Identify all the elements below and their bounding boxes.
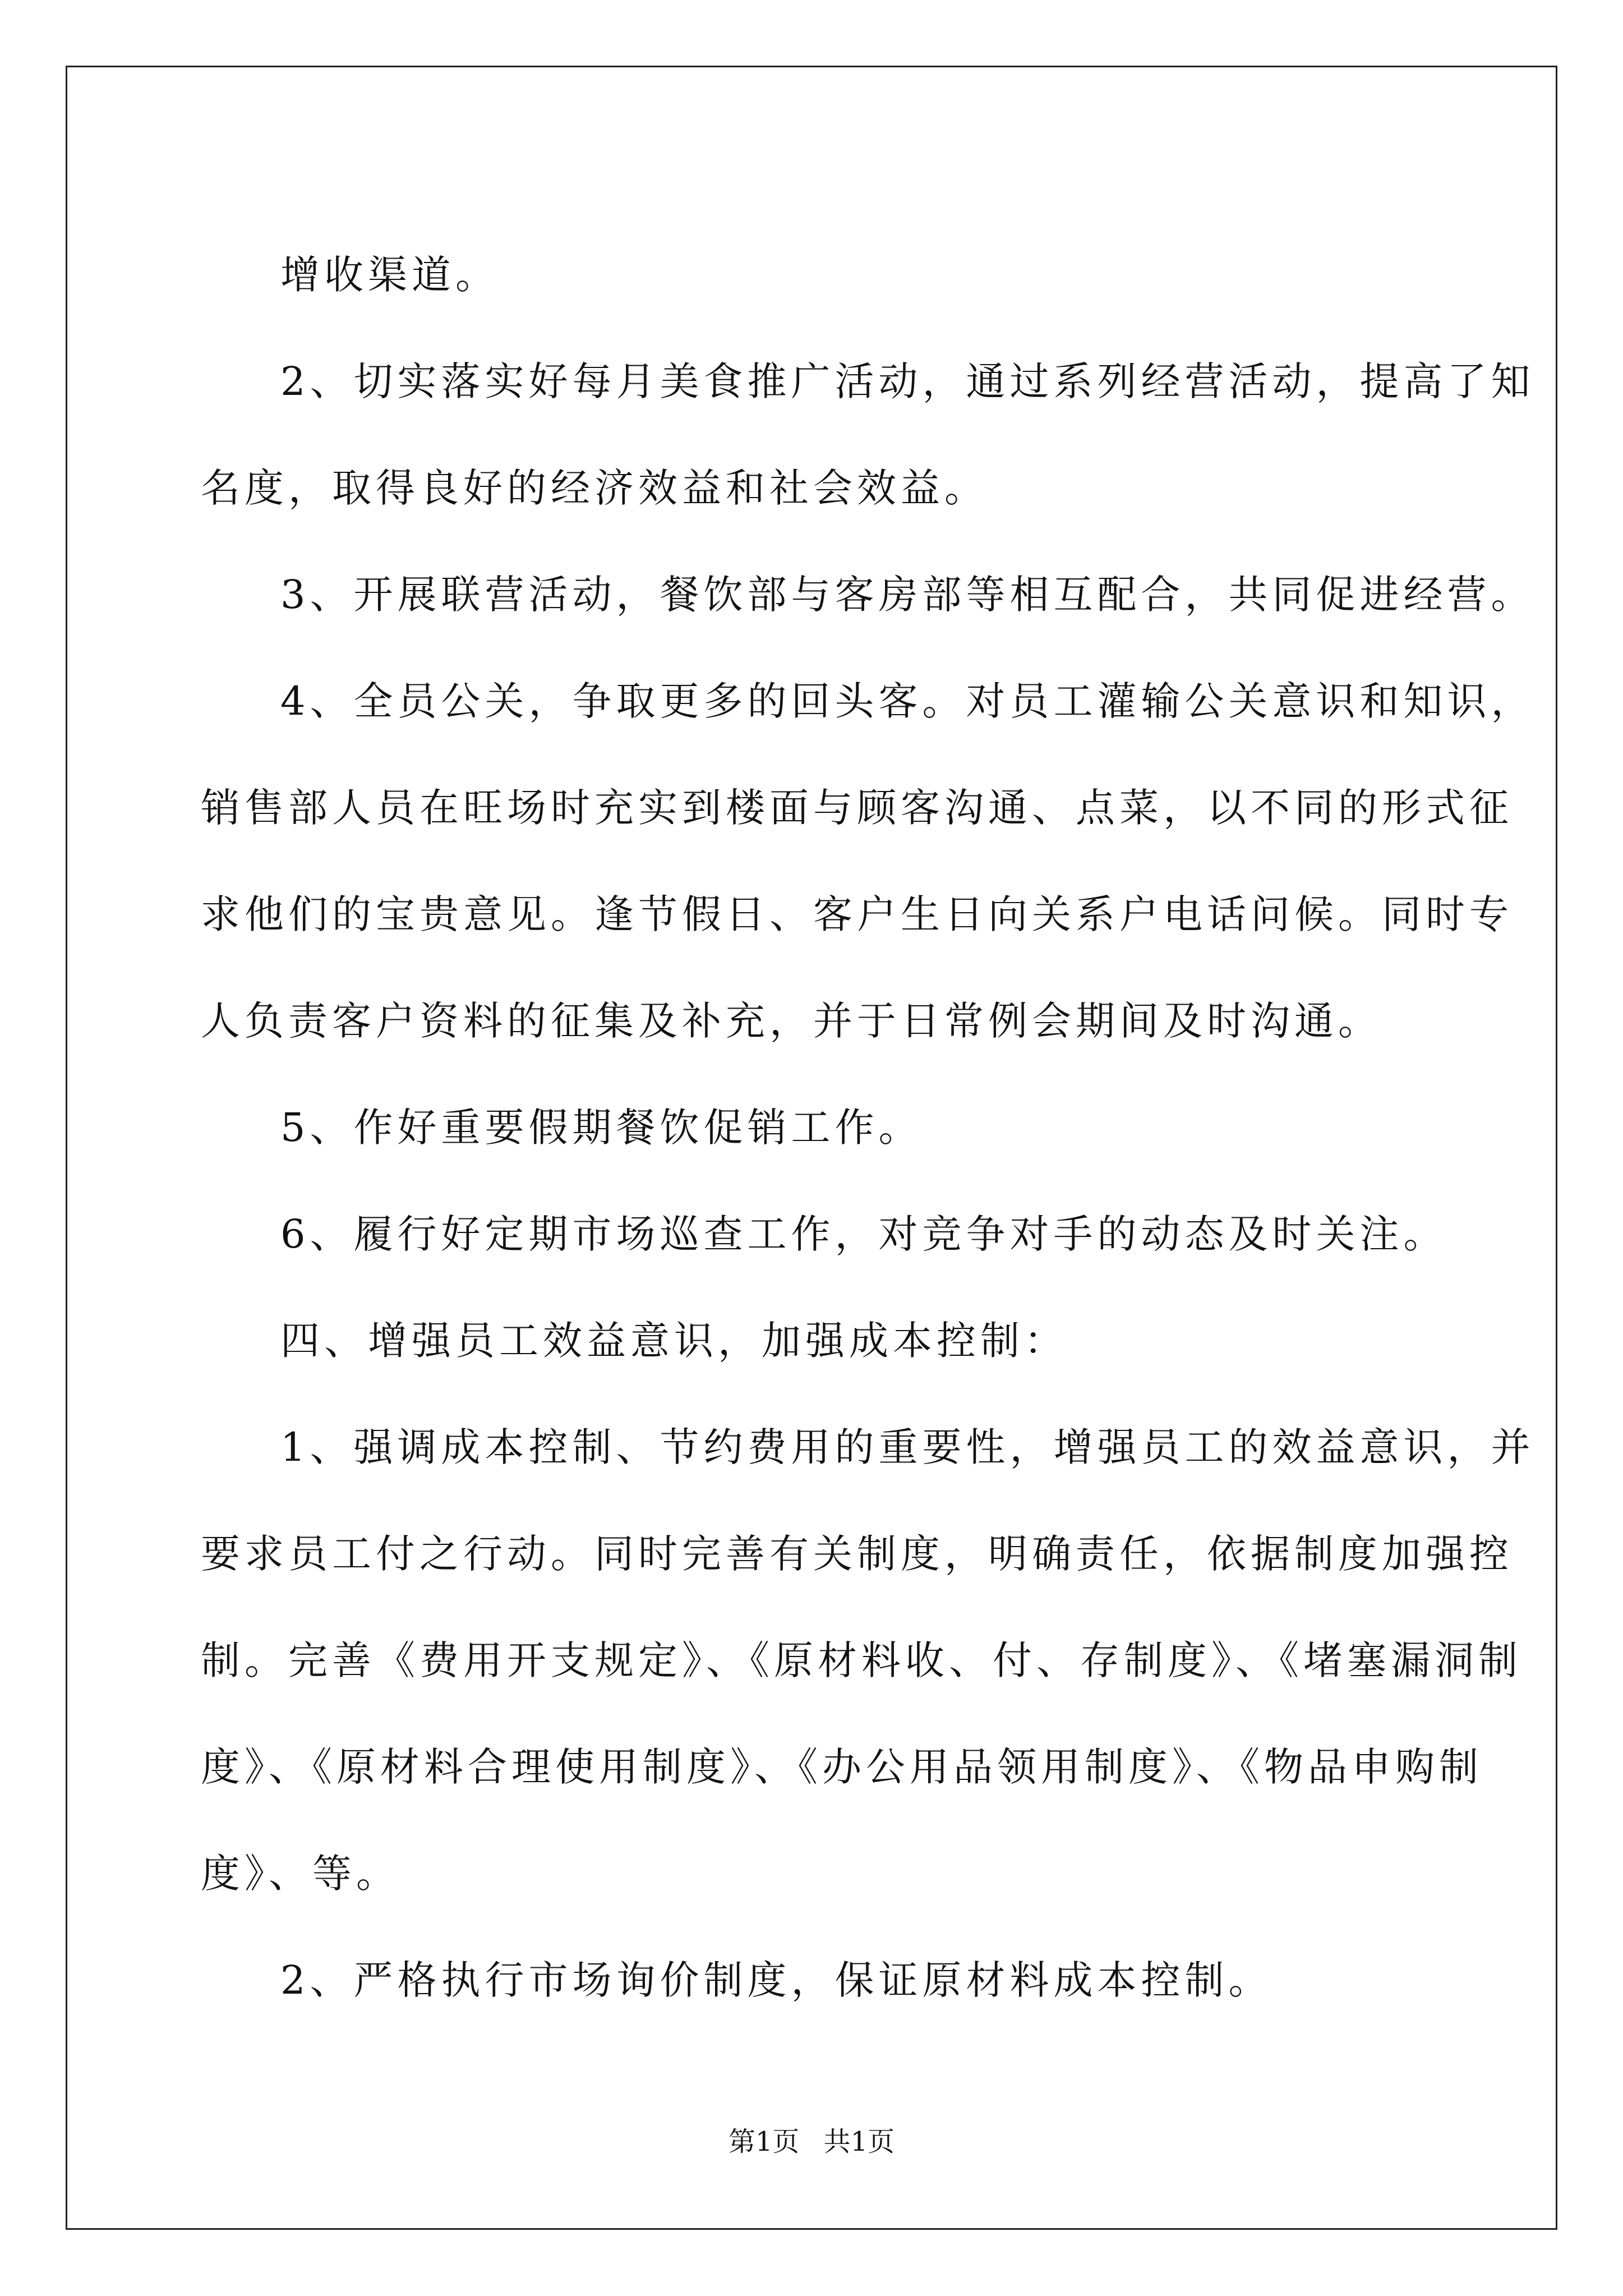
text-line: 2、严格执行市场询价制度，保证原材料成本控制。 <box>280 1957 1272 2003</box>
text-line: 4、全员公关，争取更多的回头客。对员工灌输公关意识和知识， <box>280 678 1535 724</box>
text-line: 求他们的宝贵意见。逢节假日、客户生日向关系户电话问候。同时专 <box>201 891 1513 937</box>
text-line: 1、强调成本控制、节约费用的重要性，增强员工的效益意识，并 <box>280 1424 1535 1470</box>
document-body <box>201 222 1535 2033</box>
text-line: 增收渠道。 <box>280 252 499 298</box>
page-footer <box>0 2125 1623 2159</box>
text-line: 2、切实落实好每月美食推广活动，通过系列经营活动，提高了知 <box>280 358 1535 404</box>
text-line: 销售部人员在旺场时充实到楼面与顾客沟通、点菜，以不同的形式征 <box>201 785 1513 831</box>
text-line: 制。完善《费用开支规定》、《原材料收、付、存制度》、《堵塞漏洞制 <box>201 1637 1522 1683</box>
page-number-total: 共1页 <box>823 2126 895 2157</box>
text-line: 度》、《原材料合理使用制度》、《办公用品领用制度》、《物品申购制 <box>201 1744 1483 1790</box>
text-line: 6、履行好定期市场巡查工作，对竞争对手的动态及时关注。 <box>280 1211 1447 1257</box>
text-line: 5、作好重要假期餐饮促销工作。 <box>280 1105 923 1151</box>
section-heading: 四、增强员工效益意识，加强成本控制： <box>280 1318 1068 1364</box>
text-line: 人负责客户资料的征集及补充，并于日常例会期间及时沟通。 <box>201 998 1382 1044</box>
page-number-current: 第1页 <box>728 2126 800 2157</box>
text-line: 名度，取得良好的经济效益和社会效益。 <box>201 465 988 511</box>
text-line: 要求员工付之行动。同时完善有关制度，明确责任，依据制度加强控 <box>201 1531 1513 1577</box>
text-line: 度》、等。 <box>201 1851 400 1897</box>
text-line: 3、开展联营活动，餐饮部与客房部等相互配合，共同促进经营。 <box>280 572 1535 618</box>
